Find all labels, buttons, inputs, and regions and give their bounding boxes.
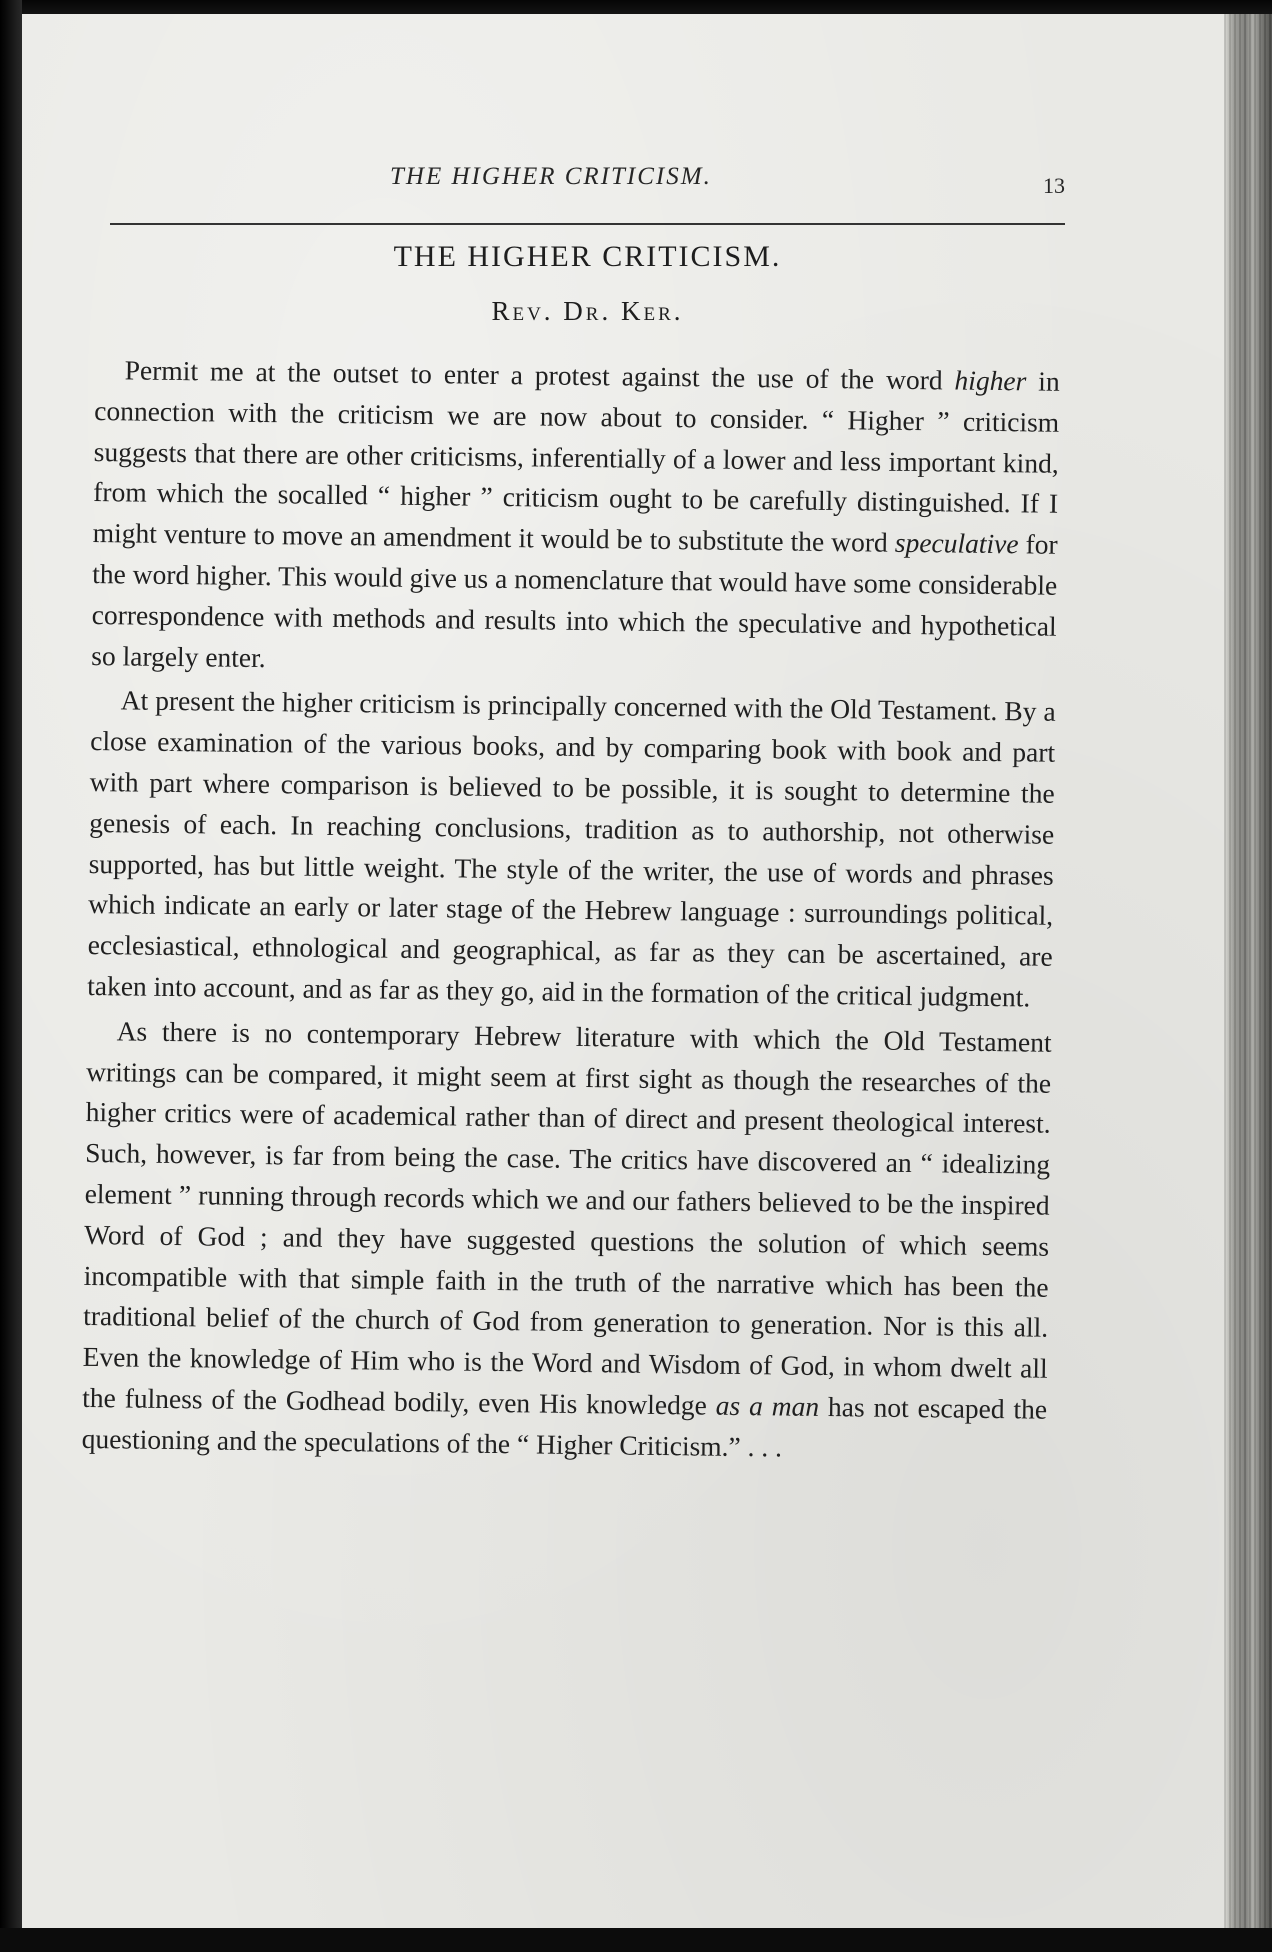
article-title: THE HIGHER CRITICISM.	[393, 240, 782, 273]
text-run: Permit me at the outset to enter a protest against the use of the word	[124, 354, 955, 396]
page-number: 13	[1043, 173, 1065, 198]
text-run: At present the higher criticism is principally concerned with the Old Testament. By a close examination of the various books, and by comparing book with book and part with part where comparison is believed to be possible, it is sought to determine the genesis of each. In reaching conclusions, tradition as to authorship, not otherwise supported, has but little weight. The style of the writer, the use of words and phrases which indicate an early or later stage of the Hebrew language : surroundings political, ecclesiastical, ethnological and geographical, as far as they can be ascertained, are taken into account, and as far as they go, aid in the formation of the critical judgment.	[87, 684, 1056, 1013]
article-body	[81, 350, 1060, 1475]
italic-term: higher	[954, 364, 1027, 397]
page-header	[110, 163, 1065, 225]
text-run: has not escaped the questioning and the speculations of the “ Higher Criticism.” . . .	[81, 1390, 1048, 1463]
scan-border-bottom	[0, 1928, 1272, 1952]
book-spine-edge	[1224, 14, 1272, 1932]
running-title: THE HIGHER CRITICISM.	[390, 163, 712, 190]
paragraph	[91, 350, 1060, 688]
paragraph	[81, 1011, 1051, 1472]
article-author: Rev. Dr. Ker.	[491, 296, 684, 326]
text-run: for the word higher. This would give us a nomenclature that would have some considerable correspondence with methods and results into which the speculative and hypothetical so largely enter.	[91, 528, 1058, 673]
italic-term: as a man	[715, 1389, 820, 1422]
text-run: in connection with the criticism we are now about to consider. “ Higher ” criticism suggests that there are other criticisms, inferentially of a lower and less important kind, from which the socalled “ higher ” criticism ought to be carefully distinguished. If I might venture to move an amendment it would be to substitute the word	[92, 365, 1060, 558]
text-run: As there is no contemporary Hebrew literature with which the Old Testament writings can be compared, it might seem at first sight as though the researches of the higher critics were of academical rather than of direct and present theological interest. Such, however, is far from being the case. The critics have discovered an “ idealizing element ” running through records which we and our fathers believed to be the inspired Word of God ; and they have suggested questions the solution of which seems incompatible with that simple faith in the truth of the narrative which has been the traditional belief of the church of God from generation to generation. Nor is this all. Even the knowledge of Him who is the Word and Wisdom of God, in whom dwelt all the fulness of the Godhead bodily, even His knowledge	[82, 1015, 1052, 1421]
paragraph	[87, 680, 1056, 1018]
scan-border-left	[0, 0, 22, 1952]
italic-term: speculative	[894, 526, 1019, 560]
